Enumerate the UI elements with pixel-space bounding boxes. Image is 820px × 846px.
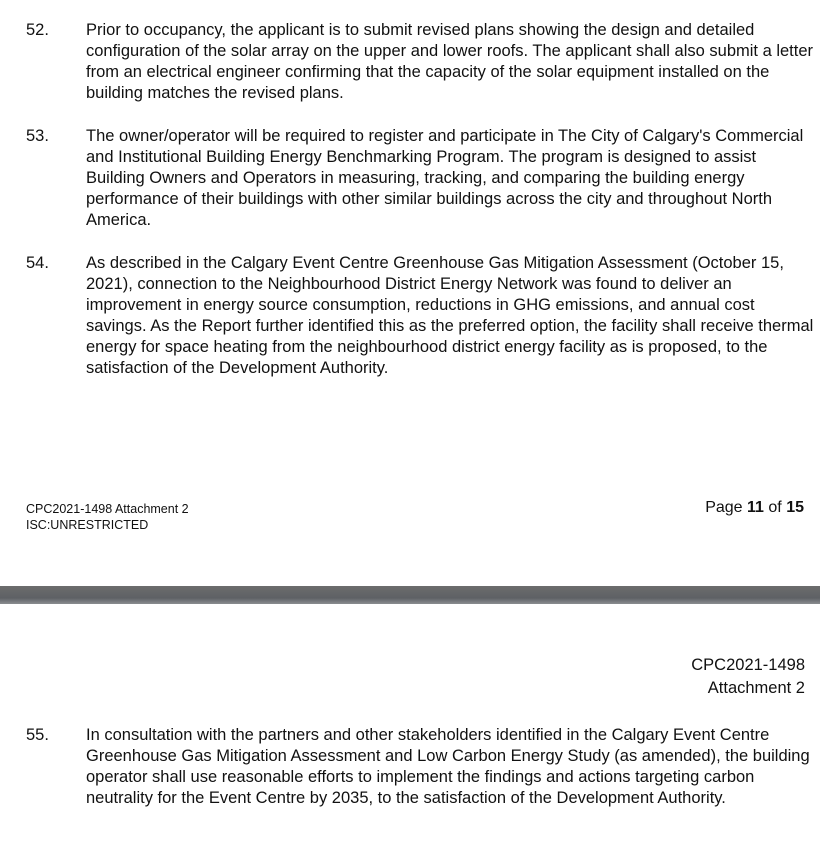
header-document-id: CPC2021-1498 bbox=[691, 656, 805, 674]
page-word: Page bbox=[705, 499, 743, 516]
page-separator bbox=[0, 586, 820, 604]
item-number: 53. bbox=[26, 127, 49, 145]
item-text: The owner/operator will be required to register and participate in The City of Calgary's Commercial and Institutional Building Energy Benchmarking Program. The program is designed to assist Building Owners and Operators in measuring, tracking, and comparing the building energy performance of their buildings with other similar buildings across the city and throughout North America. bbox=[86, 127, 804, 229]
page-number bbox=[705, 498, 804, 518]
item-number: 54. bbox=[26, 254, 49, 272]
page-footer-left bbox=[26, 501, 189, 533]
classification-label: ISC:UNRESTRICTED bbox=[26, 518, 149, 532]
item-text: In consultation with the partners and other stakeholders identified in the Calgary Event Centre Greenhouse Gas Mitigation Assessment and Low Carbon Energy Study (as amended), the building operator shall use reasonable efforts to implement the findings and actions targeting carbon neutrality for the Event Centre by 2035, to the satisfaction of the Development Authority. bbox=[86, 726, 810, 807]
item-text: Prior to occupancy, the applicant is to submit revised plans showing the design and detailed configuration of the solar array on the upper and lower roofs. The applicant shall also submit a letter from an electrical engineer confirming that the capacity of the solar equipment installed on the building matches the revised plans. bbox=[86, 21, 814, 102]
header-attachment: Attachment 2 bbox=[707, 679, 805, 697]
item-number: 52. bbox=[26, 21, 49, 39]
page-header bbox=[691, 654, 805, 700]
page-current: 11 bbox=[747, 499, 764, 516]
item-text: As described in the Calgary Event Centre Greenhouse Gas Mitigation Assessment (October 15, 2021), connection to the Neighbourhood District Energy Network was found to deliver an improvement in energy source consumption, reductions in GHG emissions, and annual cost savings. As the Report further identified this as the preferred option, the facility shall receive thermal energy for space heating from the neighbourhood district energy facility as is proposed, to the satisfaction of the Development Authority. bbox=[86, 254, 814, 377]
document-page-12 bbox=[0, 604, 820, 846]
page-of: of bbox=[768, 499, 782, 516]
item-number: 55. bbox=[26, 726, 49, 744]
document-reference: CPC2021-1498 Attachment 2 bbox=[26, 502, 189, 516]
page-total: 15 bbox=[786, 499, 804, 516]
